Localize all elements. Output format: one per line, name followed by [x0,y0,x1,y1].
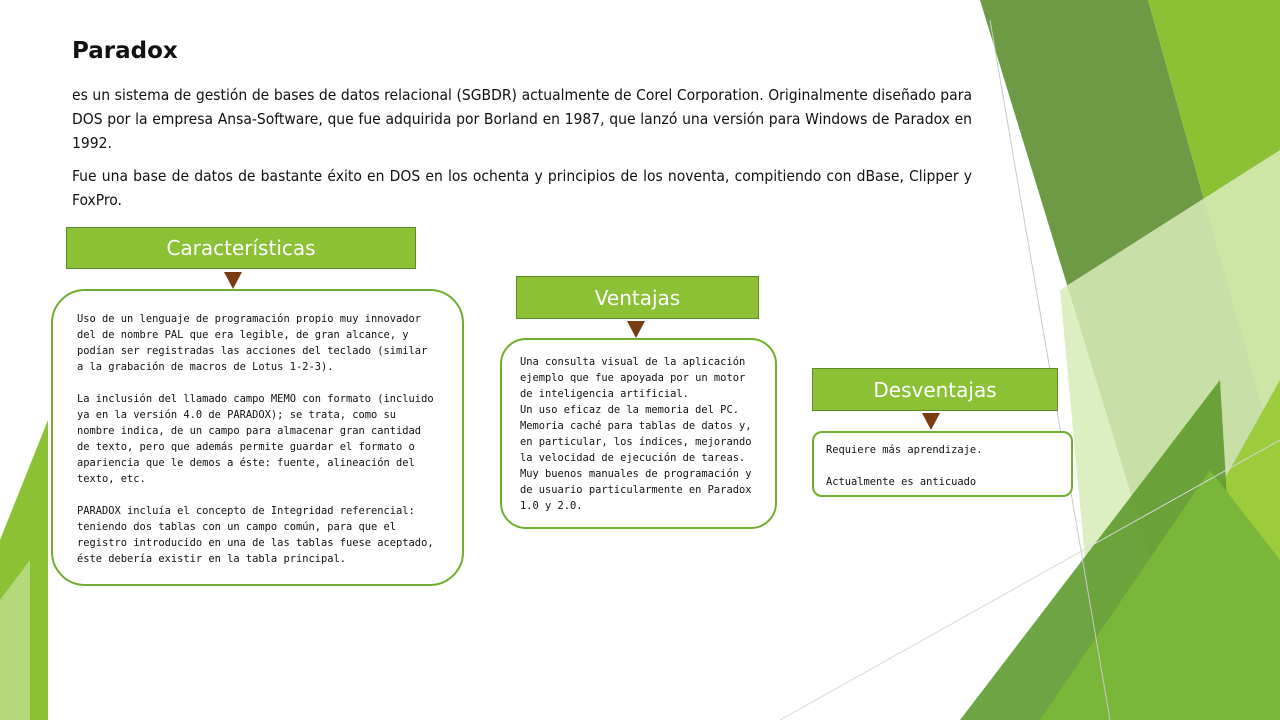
page-title: Paradox [72,38,178,64]
caracteristica-item: PARADOX incluía el concepto de Integridad referencial: teniendo dos tablas con un campo común, para que el registro introducido en una de las tablas fuese aceptado, éste debería existir en la tabla principal. [77,505,434,565]
ventaja-item: Muy buenos manuales de programación y de usuario particularmente en Paradox 1.0 y 2.0. [520,468,752,512]
ventajas-box [500,338,777,529]
desventajas-arrow-icon [922,413,940,430]
desventaja-item: Actualmente es anticuado [826,476,977,488]
caracteristicas-box [51,289,464,586]
ventajas-arrow-icon [627,321,645,338]
caracteristicas-header: Características [66,227,416,269]
desventaja-item: Requiere más aprendizaje. [826,444,983,456]
caracteristica-item: Uso de un lenguaje de programación propio muy innovador del de nombre PAL que era legible, de gran alcance, y podían ser registradas las acciones del teclado (similar a la grabación de macros de Lotus 1-2-3). [77,313,428,373]
caracteristicas-arrow-icon [224,272,242,289]
history-paragraph: Fue una base de datos de bastante éxito en DOS en los ochenta y principios de los noventa, compitiendo con dBase, Clipper y FoxPro. [72,167,972,209]
desventajas-header: Desventajas [812,368,1058,411]
ventaja-item: Un uso eficaz de la memoria del PC. [520,404,739,416]
ventaja-item: Memoria caché para tablas de datos y, en particular, los índices, mejorando la velocidad de ejecución de tareas. [520,420,752,464]
intro-paragraph: es un sistema de gestión de bases de datos relacional (SGBDR) actualmente de Corel Corporation. Originalmente diseñado para DOS por la empresa Ansa-Software, que fue adquirida por Borland en 1987, que lanzó una versión para Windows de Paradox en 1992. [72,86,972,152]
ventaja-item: Una consulta visual de la aplicación ejemplo que fue apoyada por un motor de inteligencia artificial. [520,356,746,400]
desventajas-box [812,431,1073,497]
ventajas-header: Ventajas [516,276,759,319]
caracteristica-item: La inclusión del llamado campo MEMO con formato (incluido ya en la versión 4.0 de PARADOX); se trata, como su nombre indica, de un campo para almacenar gran cantidad de texto, pero que además permite guardar el formato o apariencia que le demos a éste: fuente, alineación del texto, etc. [77,393,434,485]
